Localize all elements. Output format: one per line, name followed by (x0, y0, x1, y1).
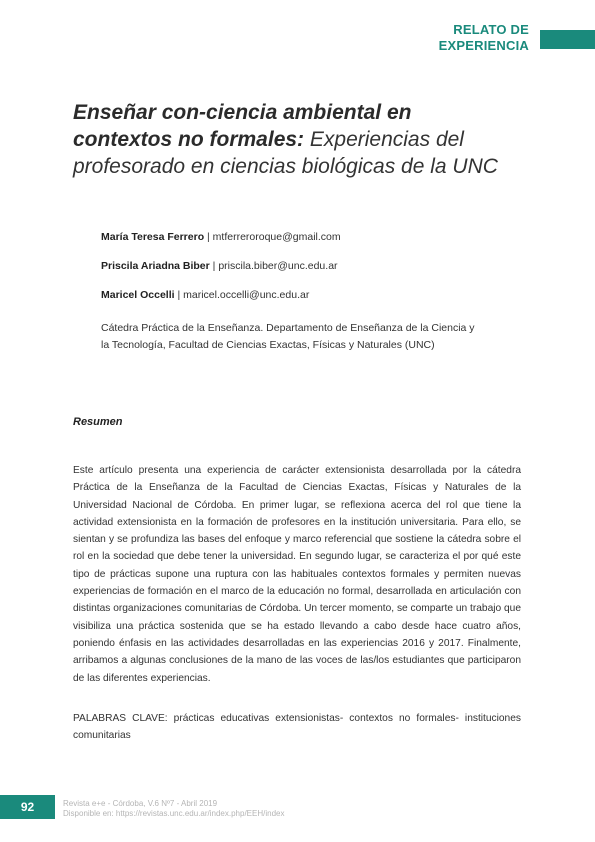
footer-url[interactable]: Disponible en: https://revistas.unc.edu.ar/index.php/EEH/index (63, 809, 285, 818)
author-email[interactable]: mtferreroroque@gmail.com (212, 231, 341, 243)
author-entry (101, 260, 338, 272)
keywords: PALABRAS CLAVE: prácticas educativas extensionistas- contextos no formales- instituciones comunitarias (73, 713, 521, 741)
abstract-heading: Resumen (73, 416, 123, 428)
title-sub-line3: profesorado en ciencias biológicas de la UNC (73, 155, 498, 178)
section-label-line1: RELATO DE (453, 22, 529, 37)
title-main-line2: contextos no formales: (73, 128, 305, 151)
footer-citation (63, 799, 284, 819)
author-separator: | (209, 260, 219, 272)
author-name: Priscila Ariadna Biber (101, 260, 210, 272)
author-name: Maricel Occelli (101, 289, 175, 301)
author-email[interactable]: maricel.occelli@unc.edu.ar (183, 289, 310, 301)
author-separator: | (204, 231, 213, 243)
title-main-line1: Enseñar con-ciencia ambiental en (73, 101, 412, 124)
author-separator: | (174, 289, 184, 301)
affiliation (101, 320, 511, 354)
article-title (73, 99, 543, 180)
abstract-body: Este artículo presenta una experiencia de carácter extensionista desarrollada por la cátedra Práctica de la Enseñanza de la Facultad de Ciencias Exactas, Físicas y Naturales de la Universidad Nacional de Córdoba. En primer lugar, se reflexiona acerca del rol que tiene la actividad extensionista en la formación de profesores en la institución universitaria. Para ello, se sientan y se profundiza las bases del enfoque y marco referencial que sostiene la cátedra sobre el rol en la sociedad que debe tener la universidad. En segundo lugar, se caracteriza el por qué este tipo de prácticas supone una ruptura con las habituales contextos formales y permiten nuevas experiencias de formación en el marco de la educación no formal, desarrollada en articulación con distintas organizaciones comunitarias de Córdoba. Un tercer momento, se comparte un trabajo que visibiliza una práctica sostenida que se ha estado llevando a cabo desde hace cuatro años, poniendo énfasis en las actividades desarrolladas en las experiencias 2016 y 2017. Finalmente, arribamos a algunas conclusiones de la mano de las voces de las/los estudiantes que participaron de las diferentes experiencias. (73, 465, 521, 684)
affiliation-line1: Cátedra Práctica de la Enseñanza. Departamento de Enseñanza de la Ciencia y (101, 322, 475, 334)
affiliation-line2: la Tecnología, Facultad de Ciencias Exactas, Físicas y Naturales (UNC) (101, 339, 435, 351)
author-entry (101, 289, 309, 301)
page-number: 92 (0, 795, 55, 819)
section-accent-bar (540, 30, 595, 49)
section-label-line2: EXPERIENCIA (438, 38, 529, 53)
author-entry (101, 231, 341, 243)
author-name: María Teresa Ferrero (101, 231, 205, 243)
title-sub-line2: Experiencias del (304, 128, 464, 151)
footer-journal: Revista e+e - Córdoba, V.6 Nº7 - Abril 2019 (63, 799, 218, 808)
section-label (439, 22, 529, 54)
author-email[interactable]: priscila.biber@unc.edu.ar (218, 260, 338, 272)
